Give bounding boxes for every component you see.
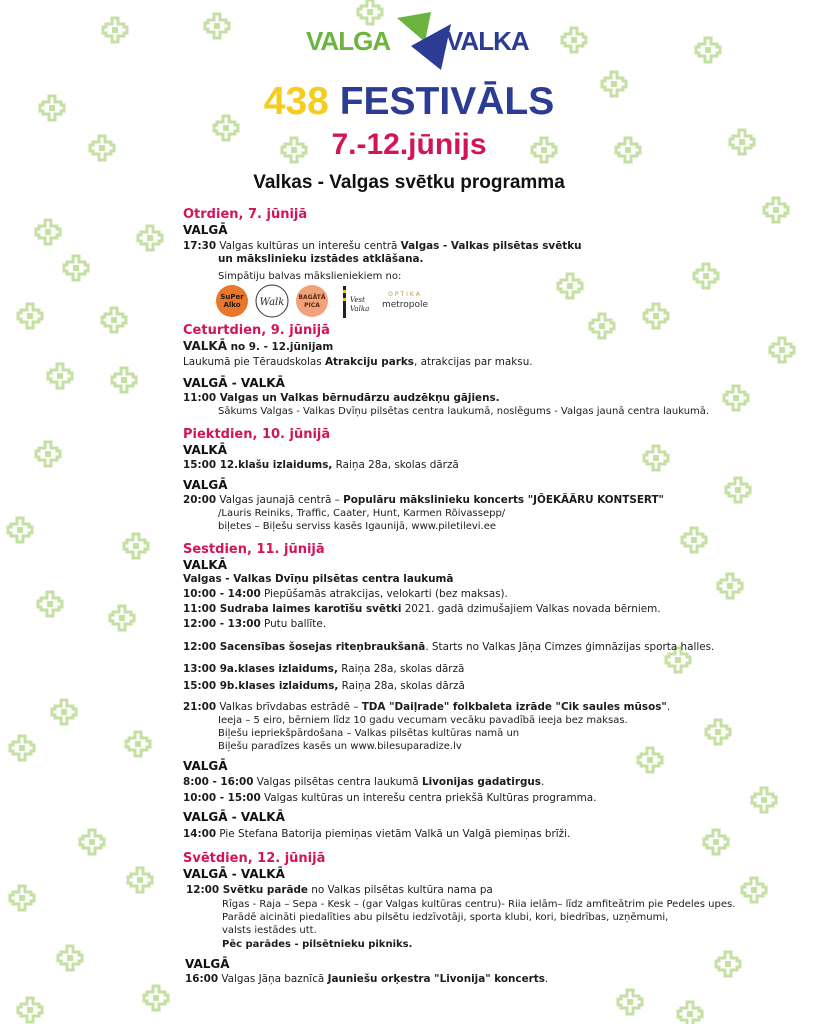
event-line [183, 392, 500, 405]
event-text: Valgas Jāņa baznīcā [218, 973, 328, 985]
svg-text:SuPer: SuPer [220, 293, 244, 301]
svg-text:metropole: metropole [381, 300, 429, 310]
svg-text:BAGĀTĀ: BAGĀTĀ [298, 294, 326, 301]
location-heading: VALKĀ [183, 558, 227, 572]
event-line [183, 792, 596, 805]
event-time: 15:00 [183, 680, 217, 692]
event-text: Putu ballīte. [260, 618, 327, 630]
location-heading: VALGĀ [183, 478, 228, 492]
event-text: . Starts no Valkas Jāņa Cimzes ģimnāzijas sporta halles. [425, 641, 715, 653]
event-title: Sudraba laimes karotīšu svētki [216, 603, 402, 615]
location-sub: no 9. - 12.jūnijam [227, 341, 334, 353]
event-line [183, 828, 570, 841]
event-line [185, 973, 548, 986]
event-title-cont: un mākslinieku izstādes atklāšana. [218, 253, 424, 265]
event-text: . [540, 776, 545, 788]
location-heading: VALGĀ - VALKĀ [183, 867, 285, 881]
location-heading: VALGĀ - VALKĀ [183, 376, 285, 390]
event-text: Raiņa 28a, skolas dārzā [338, 680, 465, 692]
event-time: 16:00 [185, 973, 219, 985]
event-time: 10:00 - 14:00 [183, 588, 261, 600]
event-time: 11:00 [183, 603, 217, 615]
event-line [183, 356, 533, 369]
event-title: 12.klašu izlaidums, [216, 459, 333, 471]
day-heading-12: Svētdien, 12. jūnijā [183, 851, 326, 866]
event-title: Jauniešu orķestra "Livonija" koncerts [327, 973, 545, 985]
event-detail: Biļešu paradīzes kasēs un www.bilesuparadize.lv [218, 741, 462, 752]
location-heading: VALGĀ - VALKĀ [183, 810, 285, 824]
program-title: Valkas - Valgas svētku programma [253, 172, 565, 193]
festival-dates: 7.-12.jūnijs [331, 128, 487, 161]
event-detail: valsts iestādes utt. [222, 925, 317, 936]
event-title: 9b.klases izlaidums, [216, 680, 339, 692]
event-text: Valgas kultūras un interešu centrā [216, 240, 401, 252]
logo-text-left: VALGA [306, 26, 391, 56]
sponsors-intro: Simpātiju balvas mākslieniekiem no: [218, 271, 402, 282]
event-line [183, 459, 459, 472]
day-heading-10: Piektdien, 10. jūnijā [183, 427, 331, 442]
event-text: no Valkas pilsētas kultūra nama pa [307, 884, 493, 896]
event-title: Sacensības šosejas riteņbraukšanā [216, 641, 426, 653]
super-alko-logo-icon [215, 284, 249, 318]
event-text: Raiņa 28a, skolas dārzā [337, 663, 465, 675]
location-heading: VALGĀ [183, 759, 228, 773]
festival-word: FESTIVĀLS [339, 80, 555, 123]
event-line [183, 680, 465, 693]
event-text: 2021. gadā dzimušajiem Valkas novada bērniem. [401, 603, 661, 615]
event-text: . [666, 701, 671, 713]
day-heading-9: Ceturtdien, 9. jūnijā [183, 323, 330, 338]
event-text: Raiņa 28a, skolas dārzā [332, 459, 459, 471]
location-heading: VALKĀ [183, 443, 227, 457]
location-heading: VALGĀ [183, 223, 228, 237]
svg-text:OPTIKA: OPTIKA [388, 291, 422, 298]
event-line [183, 603, 661, 616]
svg-text:Walk: Walk [259, 297, 285, 308]
event-title: Valgas - Valkas pilsētas svētku [400, 240, 582, 252]
event-time: 13:00 [183, 663, 217, 675]
day-heading-7: Otrdien, 7. jūnijā [183, 207, 308, 222]
location-line [183, 340, 333, 354]
event-time: 20:00 [183, 494, 217, 506]
event-detail: /Lauris Reiniks, Traffic, Caater, Hunt, Karmen Rõivassepp/ [218, 508, 506, 519]
event-text: Pie Stefana Batorija piemiņas vietām Valkā un Valgā piemiņas brīži. [216, 828, 571, 840]
event-detail: Ieeja – 5 eiro, bērniem līdz 10 gadu vecumam vecāku pavadībā ieeja bez maksas. [218, 715, 628, 726]
bagata-pica-logo-icon [295, 284, 329, 318]
event-text: Valgas pilsētas centra laukumā [253, 776, 422, 788]
event-line [183, 641, 714, 654]
event-text: Valkas brīvdabas estrādē – [216, 701, 362, 713]
event-title: Livonijas gadatirgus [421, 776, 541, 788]
event-line [183, 701, 670, 714]
event-time: 14:00 [183, 828, 217, 840]
vest-valka-logo-icon [339, 284, 369, 320]
optika-metropole-logo-icon [375, 284, 435, 318]
event-place: Valgas - Valkas Dvīņu pilsētas centra laukumā [183, 573, 454, 585]
event-line [183, 776, 544, 789]
event-time: 15:00 [183, 459, 217, 471]
logo-text-right: VALKA [446, 26, 529, 56]
event-line [183, 240, 582, 253]
event-detail: biļetes – Biļešu serviss kasēs Igaunijā, www.piletilevi.ee [218, 521, 497, 532]
festival-number: 438 [263, 80, 329, 123]
event-text: . [544, 973, 549, 985]
event-time: 12:00 [183, 641, 217, 653]
event-detail: Biļešu iepriekšpārdošana – Valkas pilsētas kultūras namā un [218, 728, 520, 739]
location-heading: VALKĀ [183, 339, 227, 353]
event-time: 12:00 - 13:00 [183, 618, 261, 630]
event-text: , atrakcijas par maksu. [413, 356, 533, 368]
event-text: Piepūšamās atrakcijas, velokarti (bez maksas). [260, 588, 508, 600]
svg-text:Alko: Alko [223, 301, 241, 309]
event-time: 8:00 - 16:00 [183, 776, 254, 788]
event-time: 21:00 [183, 701, 217, 713]
svg-text:Valka: Valka [350, 305, 369, 313]
sponsor-logos [215, 284, 435, 320]
event-line [186, 884, 493, 897]
event-title: Atrakciju parks [324, 356, 414, 368]
day-heading-11: Sestdien, 11. jūnijā [183, 542, 325, 557]
event-time: 11:00 [183, 392, 217, 404]
location-heading: VALGĀ [185, 957, 230, 971]
event-detail: Rīgas - Raja – Sepa - Kesk – (gar Valgas kultūras centru)- Riia ielām– līdz amfiteātrim pie Pedeles upes. [222, 899, 736, 910]
event-text: Laukumā pie Tēraudskolas [183, 356, 325, 368]
event-line [183, 663, 464, 676]
event-detail: Parādē aicināti piedalīties abu pilsētu iedzīvotāji, sporta klubi, kori, biedrības, uzņēmumi, [222, 912, 669, 923]
event-time: 10:00 - 15:00 [183, 792, 261, 804]
event-line [183, 618, 326, 631]
event-title: Valgas un Valkas bērnudārzu audzēkņu gājiens. [216, 392, 500, 404]
event-detail: Pēc parādes - pilsētnieku pikniks. [222, 939, 413, 950]
event-time: 17:30 [183, 240, 217, 252]
event-time: 12:00 [186, 884, 220, 896]
event-title: 9a.klases izlaidums, [216, 663, 338, 675]
valga-valka-logo [306, 12, 532, 80]
svg-text:Vest: Vest [350, 296, 365, 304]
event-detail: Sākums Valgas - Valkas Dvīņu pilsētas centra laukumā, noslēgums - Valgas jaunā centra laukumā. [218, 406, 710, 417]
logo-emblem-icon [391, 12, 453, 74]
event-text: Valgas jaunajā centrā – [216, 494, 344, 506]
event-line [183, 588, 508, 601]
event-line [183, 494, 664, 507]
event-text: Valgas kultūras un interešu centra priekšā Kultūras programma. [260, 792, 597, 804]
festival-title [0, 80, 818, 124]
event-title: TDA "Daiļrade" folkbaleta izrāde "Cik saules mūsos" [361, 701, 667, 713]
svg-text:PICA: PICA [304, 302, 320, 309]
walk-logo-icon [255, 284, 289, 318]
event-title: Populāru mākslinieku koncerts "JÕEKÄÄRU KONTSERT" [343, 494, 664, 506]
event-title: Svētku parāde [219, 884, 308, 896]
